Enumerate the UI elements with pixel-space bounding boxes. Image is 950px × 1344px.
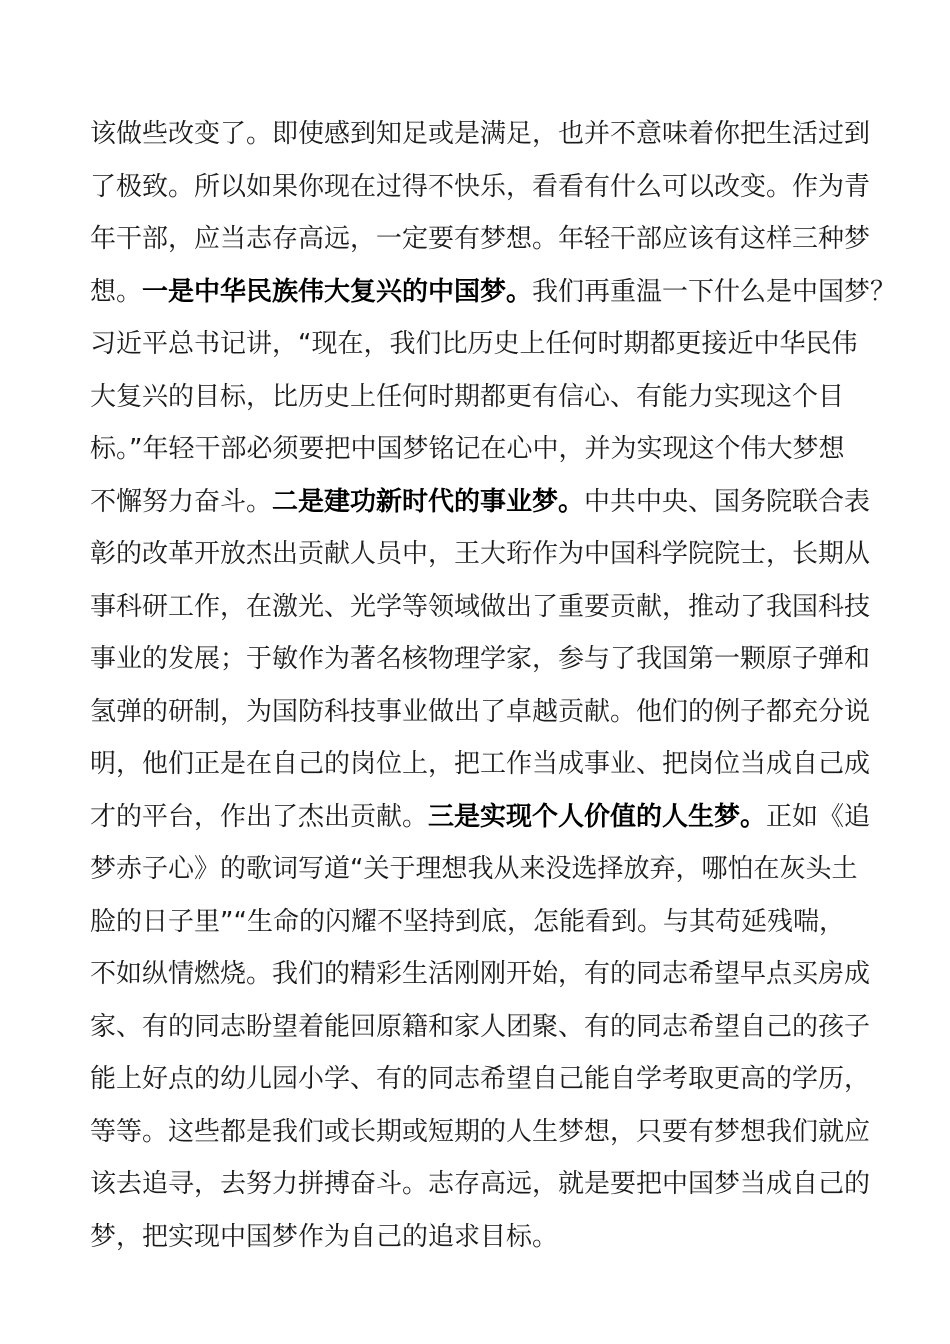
text-line: 明，他们正是在自己的岗位上，把工作当成事业、把岗位当成自己成: [90, 749, 871, 779]
text-line: 不懈努力奋斗。二是建功新时代的事业梦。中共中央、国务院联合表: [90, 486, 871, 517]
text-line: 想。一是中华民族伟大复兴的中国梦。我们再重温一下什么是中国梦？: [90, 276, 897, 307]
text-line: 事业的发展；于敏作为著名核物理学家，参与了我国第一颗原子弹和: [90, 644, 871, 674]
text-line: 梦赤子心》的歌词写道“关于理想我从来没选择放弃，哪怕在灰头土: [90, 854, 858, 884]
text-line: 年干部，应当志存高远，一定要有梦想。年轻干部应该有这样三种梦: [90, 224, 871, 254]
text-line: 氢弹的研制，为国防科技事业做出了卓越贡献。他们的例子都充分说: [90, 696, 871, 727]
heading-life-dream: 三是实现个人价值的人生梦。: [428, 801, 767, 832]
text-line: 彰的改革开放杰出贡献人员中，王大珩作为中国科学院院士，长期从: [90, 539, 871, 569]
text-line: 脸的日子里”“生命的闪耀不坚持到底，怎能看到。与其苟延残喘，: [90, 906, 845, 937]
text-line: 该做些改变了。即使感到知足或是满足，也并不意味着你把生活过到: [90, 119, 871, 149]
text-line: 大复兴的目标，比历史上任何时期都更有信心、有能力实现这个目: [90, 381, 845, 412]
text-line: 了极致。所以如果你现在过得不快乐，看看有什么可以改变。作为青: [90, 171, 871, 202]
heading-chinese-dream: 一是中华民族伟大复兴的中国梦。: [142, 276, 533, 307]
text-line: 事科研工作，在激光、光学等领域做出了重要贡献，推动了我国科技: [90, 591, 871, 622]
text-line: 能上好点的幼儿园小学、有的同志希望自己能自学考取更高的学历，: [90, 1064, 871, 1094]
text-line: 习近平总书记讲，“现在，我们比历史上任何时期都更接近中华民伟: [90, 329, 858, 359]
text-line: 等等。这些都是我们或长期或短期的人生梦想，只要有梦想我们就应: [90, 1116, 871, 1147]
text-line: 才的平台，作出了杰出贡献。三是实现个人价值的人生梦。正如《追: [90, 801, 871, 832]
text-line: 标。”年轻干部必须要把中国梦铭记在心中，并为实现这个伟大梦想: [90, 434, 845, 464]
text-line: 不如纵情燃烧。我们的精彩生活刚刚开始，有的同志希望早点买房成: [90, 959, 871, 989]
text-line: 该去追寻，去努力拼搏奋斗。志存高远，就是要把中国梦当成自己的: [90, 1169, 871, 1199]
body-paragraph: [90, 108, 896, 1263]
text-line: 家、有的同志盼望着能回原籍和家人团聚、有的同志希望自己的孩子: [90, 1011, 871, 1042]
heading-career-dream: 二是建功新时代的事业梦。: [272, 486, 585, 517]
text-line: 梦，把实现中国梦作为自己的追求目标。: [90, 1221, 559, 1252]
